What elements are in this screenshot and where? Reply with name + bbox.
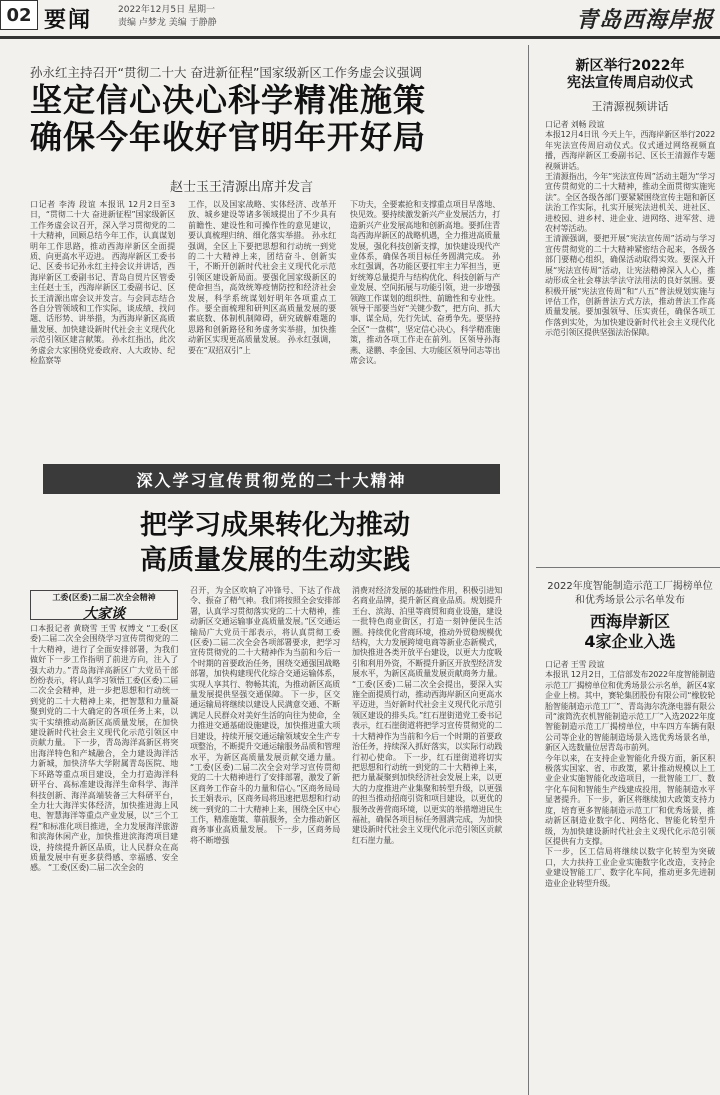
column-label-big: 大家谈 bbox=[83, 606, 125, 622]
top-headline-line2: 确保今年收好官明年开好局 bbox=[30, 118, 427, 156]
second-headline-line2: 高质量发展的生动实践 bbox=[140, 545, 410, 576]
second-story-col-1: 口本报记者 黄晓雪 王雪 权博文 “工委(区委)二届二次全会围绕学习宣传贯彻党的二十大精神，进行了全面安排部署，为我们做好下一步工作指明了前进方向，注入了强大动力。”青岛海洋高新区广大党员干部纷纷表示，将认真学习领悟工委(区委)二届二次全会精神，进一步把思想和行动统一到党的二十大精神上来，把智慧和力量凝聚到党的二十大确定的各项任务上来，以实干实绩推动高新区高质量发展，在加快建设新时代社会主义现代化示范引领区中贡献力量。 下一步，青岛海洋高新区将突出海洋特色和产城融合，全力建设海洋活力新城，加快济华大学附属青岛医院、地下环路等重点项目建设，全力打造海洋科研平台、高标准建设海洋生命科学、海洋科技创新、海洋高端装备三大科研平台，全力壮大海洋实体经济，加快推进海上风电、智慧海洋等重点产业发展，以“三个工程”和标准化项目推进，全力发展海洋旅游和滨海休闲产业，加快推进滨海湾项目建设，持续提升新区品质，让人民群众在高质量发展中有更多获得感、幸福感、安全感。 “工委(区委)二届二次全会的 bbox=[30, 624, 178, 873]
right-bottom-kicker: 2022年度智能制造示范工厂揭榜单位和优秀场景公示名单发布 bbox=[547, 581, 713, 606]
top-story-col-3: 下功夫，全要素抢和支撑重点项目早落地、快见效。要持续激发新兴产业发展活力，打造新兴产业发展高地和创新高地。要抓住青岛西海岸新区的战略机遇，全力推进高质量发展，强化科技创新支撑，加快建设现代产业体系，确保各项目标任务圆满完成。 孙永红强调，各功能区要扛牢主力军担当，更好统筹总量提升与结构优化、科技创新与产业发展、空间拓展与功能引领，进一步增强领跑工作谋划的组织性、前瞻性和专业性。领导干部要当好“关键少数”，把方向、抓大事、谋全局，先行先试、奋勇争先。要坚持全区“一盘棋”，坚定信心决心，科学精准施策，推动各项工作走在前列。 区领导孙海燕、逯鹏、李金国、大功能区领导同志等出席会议。 bbox=[350, 200, 500, 366]
top-story-headline bbox=[30, 82, 426, 156]
section-banner: 深入学习宣传贯彻党的二十大精神 bbox=[43, 464, 500, 494]
top-story-col-1: 口记者 李涛 段谊 本报讯 12月2日至3日，“贯彻二十大 奋进新征程”国家级新区工作务虚会议召开，深入学习贯彻党的二十大精神，回顾总结今年工作，认真谋划明年工作思路，推动西海岸新区全面提质、向更高水平迈进。 西海岸新区工委书记、区委书记孙永红主持会议并讲话，西海岸新区工委副书记、青岛自贸片区管委主任赵士玉，西海岸新区工委副书记、区长王清源出席会议并发言。与会同志结合各自分管领域和工作实际，谈成绩、找问题、话形势、讲举措，为西海岸新区高质量发展、加快建设新时代社会主义现代化示范引领区建言献策。 孙永红指出，此次务虚会大家围绕党委政府、人大政协、纪检监察等 bbox=[30, 200, 175, 366]
column-divider bbox=[528, 45, 529, 1095]
paper-logo: 青岛西海岸报 bbox=[575, 7, 714, 33]
column-label-title: 工委(区委)二届二次全会精神 bbox=[52, 593, 156, 602]
second-headline-line1: 把学习成果转化为推动 bbox=[140, 510, 410, 541]
section-title: 要闻 bbox=[44, 8, 93, 33]
second-story-headline bbox=[80, 508, 470, 578]
right-top-title-line2: 宪法宣传周启动仪式 bbox=[567, 75, 693, 91]
page-number: 02 bbox=[0, 0, 38, 30]
second-story-col-2: 召开，为全区吹响了冲锋号、下达了作战令、振奋了精气神。我们将按照全会安排部署，认真学习贯彻落实党的二十大精神，推动新区交通运输事业高质量发展。”区交通运输局广大党员干部表示，将认真贯彻工委(区委)二届二次全会各项部署要求，把学习宣传贯彻党的二十大精神作为当前和今后一个时期的首要政治任务，围绕交通强国战略部署，加快构建现代化综合交通运输体系，实现人享其行、物畅其流，为推动新区高质量发展提供坚强交通保障。 下一步，区交通运输局将继续以建设人民满意交通、不断满足人民群众对美好生活的向往为使命，全力推进交通基础设施建设，加快推进重大项目建设，持续开展交通运输领域安全生产专项整治，不断提升交通运输服务品质和管理水平，为新区高质量发展贡献交通力量。 “工委(区委)二届二次全会对学习宣传贯彻党的二十大精神进行了安排部署，激发了新区商务工作奋斗的力量和信心。”区商务局局长王娟表示，区商务局将迅速把思想和行动统一到党的二十大精神上来，围绕全区中心工作，精准施策、靠前服务，全力推动新区商务事业高质量发展。 下一步，区商务局将不断增强 bbox=[190, 586, 340, 845]
issue-date: 2022年12月5日 星期一 bbox=[118, 5, 215, 15]
issue-editors: 责编 卢梦龙 美编 于静静 bbox=[118, 18, 217, 28]
top-story-col-2: 工作，以及国家战略、实体经济、改革开放、城乡建设等诸多领域提出了不少具有前瞻性、建设性和可操作性的意见建议，要认真梳理归纳、细化落实举措。 孙永红强调，全区上下要把思想和行动统一到党的二十大精神上来，团结奋斗、创新实干，不断开创新时代社会主义现代化示范引领区建设新局面。要强化国家级新区的使命担当，高效统筹疫情防控和经济社会发展，科学系统谋划好明年各项重点工作。要全面梳理和研判区高质量发展的要素底数、体制机制障碍，研究破解难题的思路和创新路径和务虚务实举措，加快推动新区实现更高质量发展。 孙永红强调，要在“双招双引”上 bbox=[188, 200, 336, 355]
right-bottom-title bbox=[545, 612, 715, 652]
right-bottom-title-line1: 西海岸新区 bbox=[589, 612, 670, 631]
top-headline-line1: 坚定信心决心科学精准施策 bbox=[30, 81, 427, 119]
header-rule bbox=[0, 36, 720, 39]
top-story-subhead: 赵士玉王清源出席并发言 bbox=[170, 180, 314, 195]
right-top-title-line1: 新区举行2022年 bbox=[575, 58, 685, 74]
right-top-body: 口记者 刘畅 段谊 本报12月4日讯 今天上午，西海岸新区举行2022年宪法宣传周启动仪式。仪式通过网络视频直播，西海岸新区工委副书记、区长王清源作专题视频讲话。 王清源指出，今年“宪法宣传周”活动主题为“学习宣传贯彻党的二十大精神，推动全面贯彻实施宪法”。全区各级各部门要紧紧围绕宣传主题和新区法治工作实际，扎实开展宪法进机关、进社区、进校园、进乡村、进企业、进网络、进军营、进农村等活动。 王清源强调，要把开展“宪法宣传周”活动与学习宣传贯彻党的二十大精神紧密结合起来，各级各部门要精心组织，确保活动取得实效。要深入开展“宪法宣传周”活动，让宪法精神深入人心，推动形成全社会尊法学法守法用法的良好氛围。要积极开展“宪法宣传周”和“八五”普法规划实施与评估工作，创新普法方式方法，推动普法工作高质量发展。要加强领导、压实责任，确保各项工作落到实处，为加快建设新时代社会主义现代化示范引领区提供坚强法治保障。 bbox=[545, 120, 715, 338]
issue-meta bbox=[118, 4, 217, 30]
top-story-kicker: 孙永红主持召开“贯彻二十大 奋进新征程”国家级新区工作务虚会议强调 bbox=[30, 65, 422, 80]
right-column-divider bbox=[536, 567, 720, 568]
right-bottom-title-line2: 4家企业入选 bbox=[584, 632, 676, 651]
right-top-subtitle: 王清源视频讲话 bbox=[591, 100, 669, 113]
right-top-title bbox=[545, 58, 715, 92]
right-bottom-body: 口记者 王雪 段谊 本报讯 12月2日，工信部发布2022年度智能制造示范工厂揭榜单位和优秀场景公示名单，新区4家企业上榜。其中，赛轮集团股份有限公司“橡胶轮胎智能制造示范工厂”、青岛海尔洗涤电器有限公司“滚筒洗衣机智能制造示范工厂”入选2022年度智能制造示范工厂揭榜单位，中车四方车辆有限公司等企业的智能制造场景入选优秀场景名单，新区入选数量位居青岛市前列。 今年以来，在支持企业智能化升级方面，新区积极落实国家、省、市政策，累计推动规模以上工业企业实施智能化改造项目，一批智能工厂、数字化车间和智能生产线建成投用，智能制造水平显著提升。下一步，新区将继续加大政策支持力度，培育更多智能制造示范工厂和优秀场景，推动新区制造业数字化、网络化、智能化转型升级，为加快建设新时代社会主义现代化示范引领区提供有力支撑。 下一步，区工信局将继续以数字化转型为突破口，大力扶持工业企业实施数字化改造，支持企业建设智能工厂、数字化车间，推动更多先进制造业企业转型升级。 bbox=[545, 660, 715, 888]
second-story-col-3: 消费对经济发展的基础性作用，积极引进知名商业品牌，提升新区商业品质。规划提升王台、滨海、泊里等商贸和商业设施，建设一批特色商业街区，打造一刻钟便民生活圈。持续优化营商环境，推动外贸稳规模优结构，大力发展跨境电商等新业态新模式，加快推进各类开放平台建设，以更大力度吸引和利用外资，不断提升新区开放型经济发展水平，为新区高质量发展贡献商务力量。 “工委(区委)二届二次全会提出，要深入实施全面提质行动，推动西海岸新区向更高水平迈进，当好新时代社会主义现代化示范引领区建设的排头兵。”红石崖街道党工委书记表示，红石崖街道将把学习宣传贯彻党的二十大精神作为当前和今后一个时期的首要政治任务，持续深入抓好落实，以实际行动践行初心使命。 下一步，红石崖街道将切实把思想和行动统一到党的二十大精神上来，把力量凝聚到加快经济社会发展上来，以更大的力度推进产业集聚和转型升级，以更强的担当推动招商引资和项目建设，以更优的服务改善营商环境，以更实的举措增进民生福祉，确保各项目标任务圆满完成，为加快建设新时代社会主义现代化示范引领区贡献红石崖力量。 bbox=[352, 586, 502, 845]
